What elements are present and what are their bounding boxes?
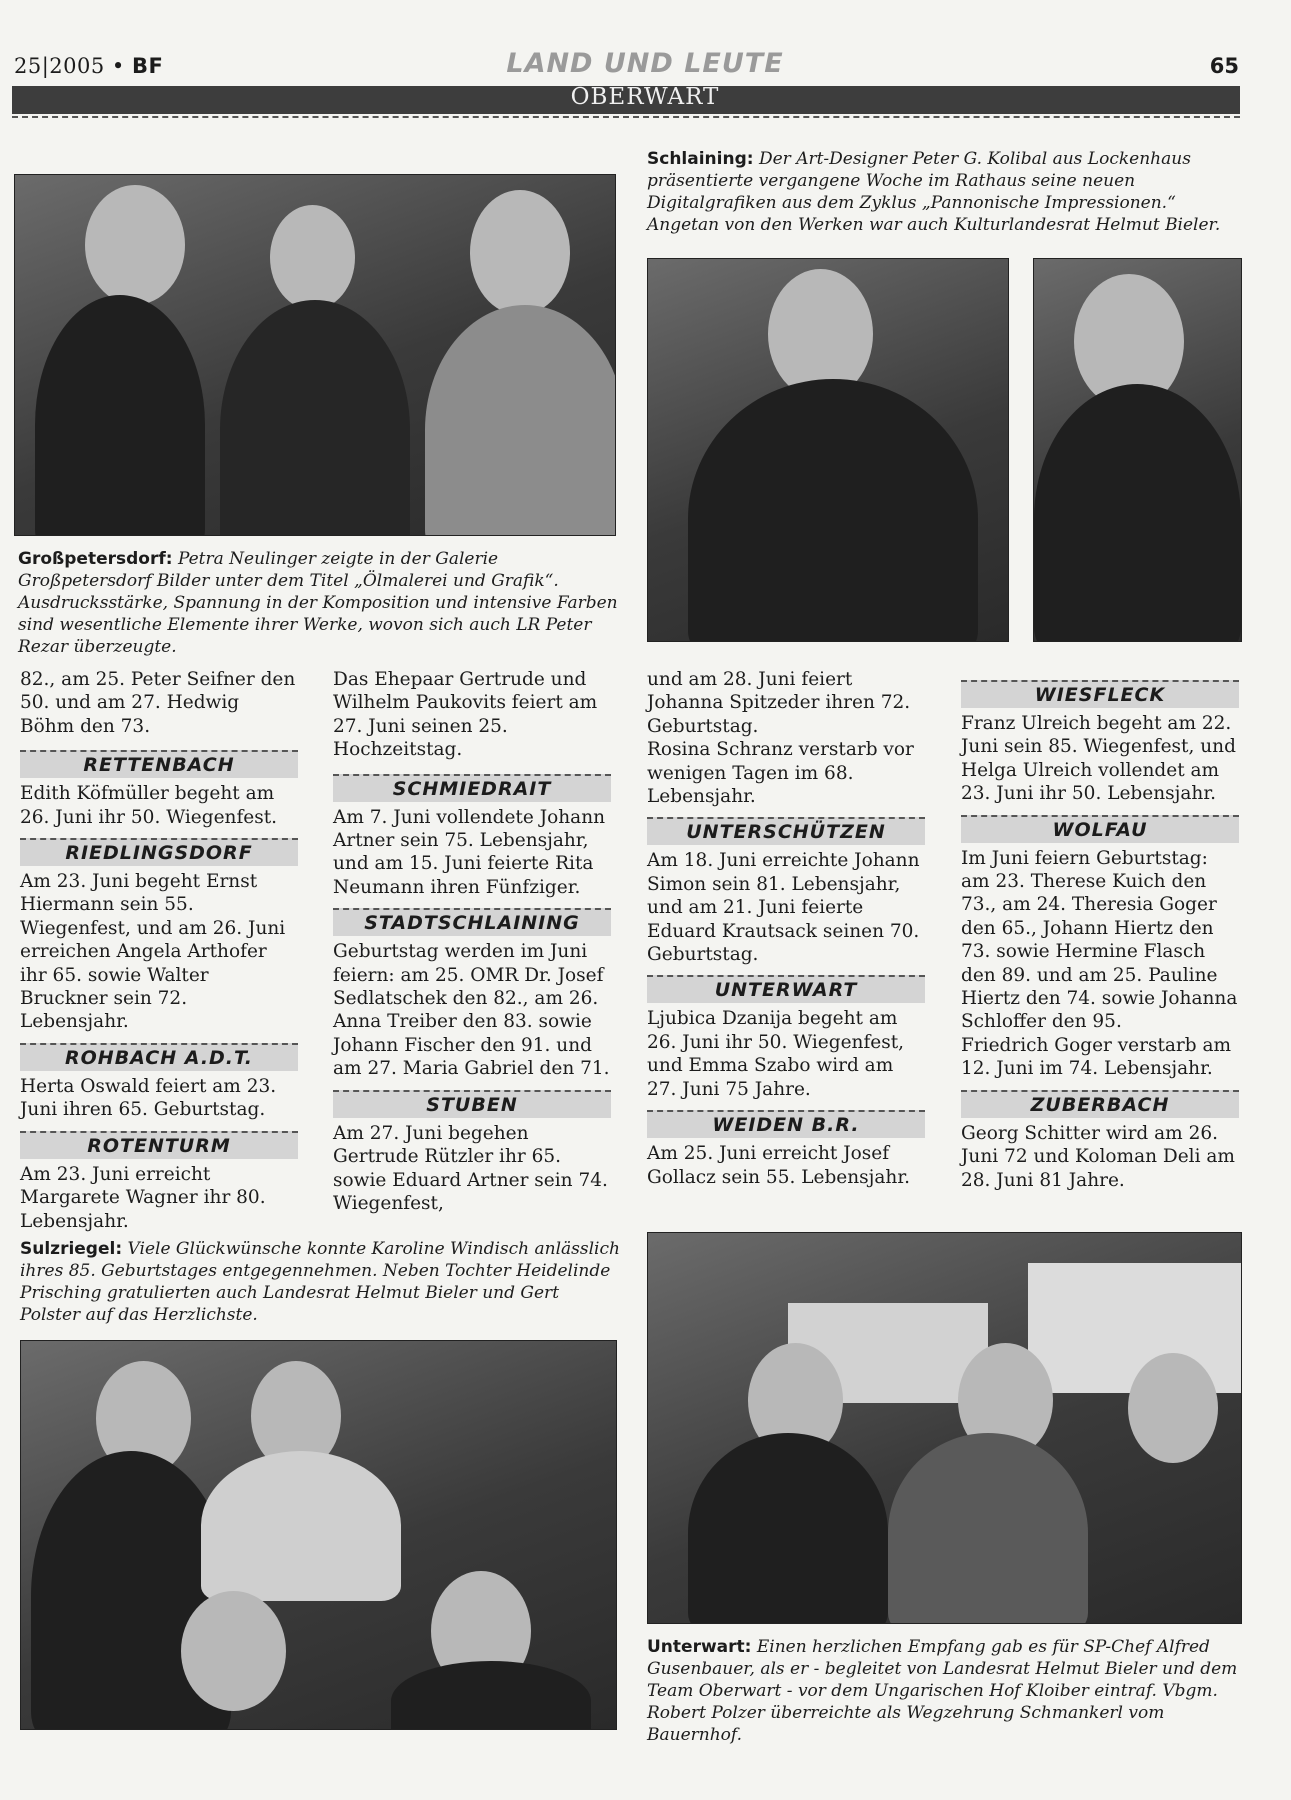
heading-schmiedrait: SCHMIEDRAIT [333,774,611,802]
text-rohbach: Herta Oswald feiert am 23. Juni ihren 65. Geburtstag. [20,1075,277,1121]
issue-line: 25|2005 • BF [14,54,164,78]
heading-rohbach: ROHBACH A.D.T. [20,1043,298,1071]
c1-intro: 82., am 25. Peter Seifner den 50. und am 27. Hedwig Böhm den 73. [20,669,296,737]
text-stuben: Am 27. Juni begehen Gertrude Rützler ihr 65. sowie Eduard Artner sein 74. Wiegenfest, [333,1122,608,1214]
heading-wiesfleck: WIESFLECK [961,680,1239,708]
photo-unterwart [647,1232,1242,1624]
heading-unterschuetzen: UNTERSCHÜTZEN [647,817,925,845]
heading-riedlingsdorf: RIEDLINGSDORF [20,838,298,866]
heading-rotenturm: ROTENTURM [20,1131,298,1159]
c3-intro-2: Rosina Schranz verstarb vor wenigen Tagen im 68. Lebensjahr. [647,739,914,808]
text-weiden: Am 25. Juni erreicht Josef Gollacz sein 55. Lebensjahr. [647,1143,911,1188]
heading-stuben: STUBEN [333,1090,611,1118]
text-wiesfleck: Franz Ulreich begeht am 22. Juni sein 85. Wiegenfest, und Helga Ulreich vollendet am 23. Juni ihr 50. Lebensjahr. [961,713,1236,805]
section-title: LAND UND LEUTE [506,48,784,79]
text-unterwart: Ljubica Dzanija begeht am 26. Juni ihr 50. Wiegenfest, und Emma Szabo wird am 27. Juni 75 Jahre. [647,1008,905,1100]
column-2 [333,668,611,1215]
heading-weiden: WEIDEN B.R. [647,1110,925,1138]
region-title: OBERWART [570,84,720,110]
text-rotenturm: Am 23. Juni erreicht Margarete Wagner ihr 80. Lebensjahr. [20,1163,266,1232]
text-schmiedrait: Am 7. Juni vollendete Johann Artner sein 75. Lebensjahr, und am 15. Juni feierte Rita Neumann ihren Fünfziger. [333,806,606,898]
photo-schlaining-left [647,258,1009,642]
heading-zuberbach: ZUBERBACH [961,1090,1239,1118]
brand: BF [132,54,164,78]
caption-unterwart: Unterwart: Einen herzlichen Empfang gab es für SP-Chef Alfred Gusenbauer, als er - begleitet von Landesrat Helmut Bieler und dem Team Oberwart - vor dem Ungarischen Hof Kloiber eintraf. Vbgm. Robert Polzer überreichte als Wegzehrung Schmankerl vom Bauernhof. [647,1637,1238,1745]
text-riedlingsdorf: Am 23. Juni begeht Ernst Hiermann sein 55. Wiegenfest, und am 26. Juni erreichen Angela Arthofer ihr 65. sowie Walter Bruckner sein 72. Lebensjahr. [20,871,286,1033]
text-wolfau-2: Friedrich Goger verstarb am 12. Juni im 74. Lebensjahr. [961,1034,1232,1080]
text-wolfau: Im Juni feiern Geburtstag: am 23. Therese Kuich den 73., am 24. Theresia Goger den 65., Johann Hiertz den 73. sowie Hermine Flasch den 89. und am 25. Pauline Hiertz den 74. sowie Johanna Schloffer den 95. [961,847,1238,1033]
column-1 [20,668,298,1233]
caption-grosspetersdorf: Großpetersdorf: Petra Neulinger zeigte in der Galerie Großpetersdorf Bilder unter dem Titel „Ölmalerei und Grafik“. Ausdrucksstärke, Spannung in der Komposition und intensive Farben sind wesentliche Elemente ihrer Werke, wovon sich auch LR Peter Rezar überzeugte. [18,549,618,657]
text-zuberbach: Georg Schitter wird am 26. Juni 72 und Koloman Deli am 28. Juni 81 Jahre. [961,1122,1235,1191]
caption-schlaining: Schlaining: Der Art-Designer Peter G. Kolibal aus Lockenhaus präsentierte vergangene Woche im Rathaus seine neuen Digitalgrafiken aus dem Zyklus „Pannonische Impressionen.“ Angetan von den Werken war auch Kulturlandesrat Helmut Bieler. [647,149,1221,235]
text-stadtschlaining: Geburtstag werden im Juni feiern: am 25. OMR Dr. Josef Sedlatschek den 82., am 26. Anna Treiber den 83. sowie Johann Fischer den 91. und am 27. Maria Gabriel den 71. [333,941,610,1080]
heading-rettenbach: RETTENBACH [20,750,298,778]
caption-sulzriegel: Sulzriegel: Viele Glückwünsche konnte Karoline Windisch anlässlich ihres 85. Geburtstages entgegennehmen. Neben Tochter Heidelinde Prisching gratulierten auch Landesrat Helmut Bieler und Gert Polster auf das Herzlichste. [20,1239,620,1325]
heading-wolfau: WOLFAU [961,815,1239,843]
column-3 [647,668,925,1189]
page-number: 65 [1209,54,1239,78]
photo-schlaining-right [1033,258,1242,642]
c3-intro: und am 28. Juni feiert Johanna Spitzeder ihren 72. Geburtstag. [647,669,911,737]
heading-stadtschlaining: STADTSCHLAINING [333,908,611,936]
heading-unterwart: UNTERWART [647,975,925,1003]
text-rettenbach: Edith Köfmüller begeht am 26. Juni ihr 50. Wiegenfest. [20,783,278,828]
column-4 [961,680,1239,1192]
c2-intro: Das Ehepaar Gertrude und Wilhelm Paukovits feiert am 27. Juni seinen 25. Hochzeitstag. [333,669,598,761]
header-divider [12,116,1240,118]
photo-sulzriegel [20,1340,617,1730]
text-unterschuetzen: Am 18. Juni erreichte Johann Simon sein 81. Lebensjahr, und am 21. Juni feierte Eduard Krautsack seinen 70. Geburtstag. [647,850,920,966]
photo-grosspetersdorf [14,174,616,536]
